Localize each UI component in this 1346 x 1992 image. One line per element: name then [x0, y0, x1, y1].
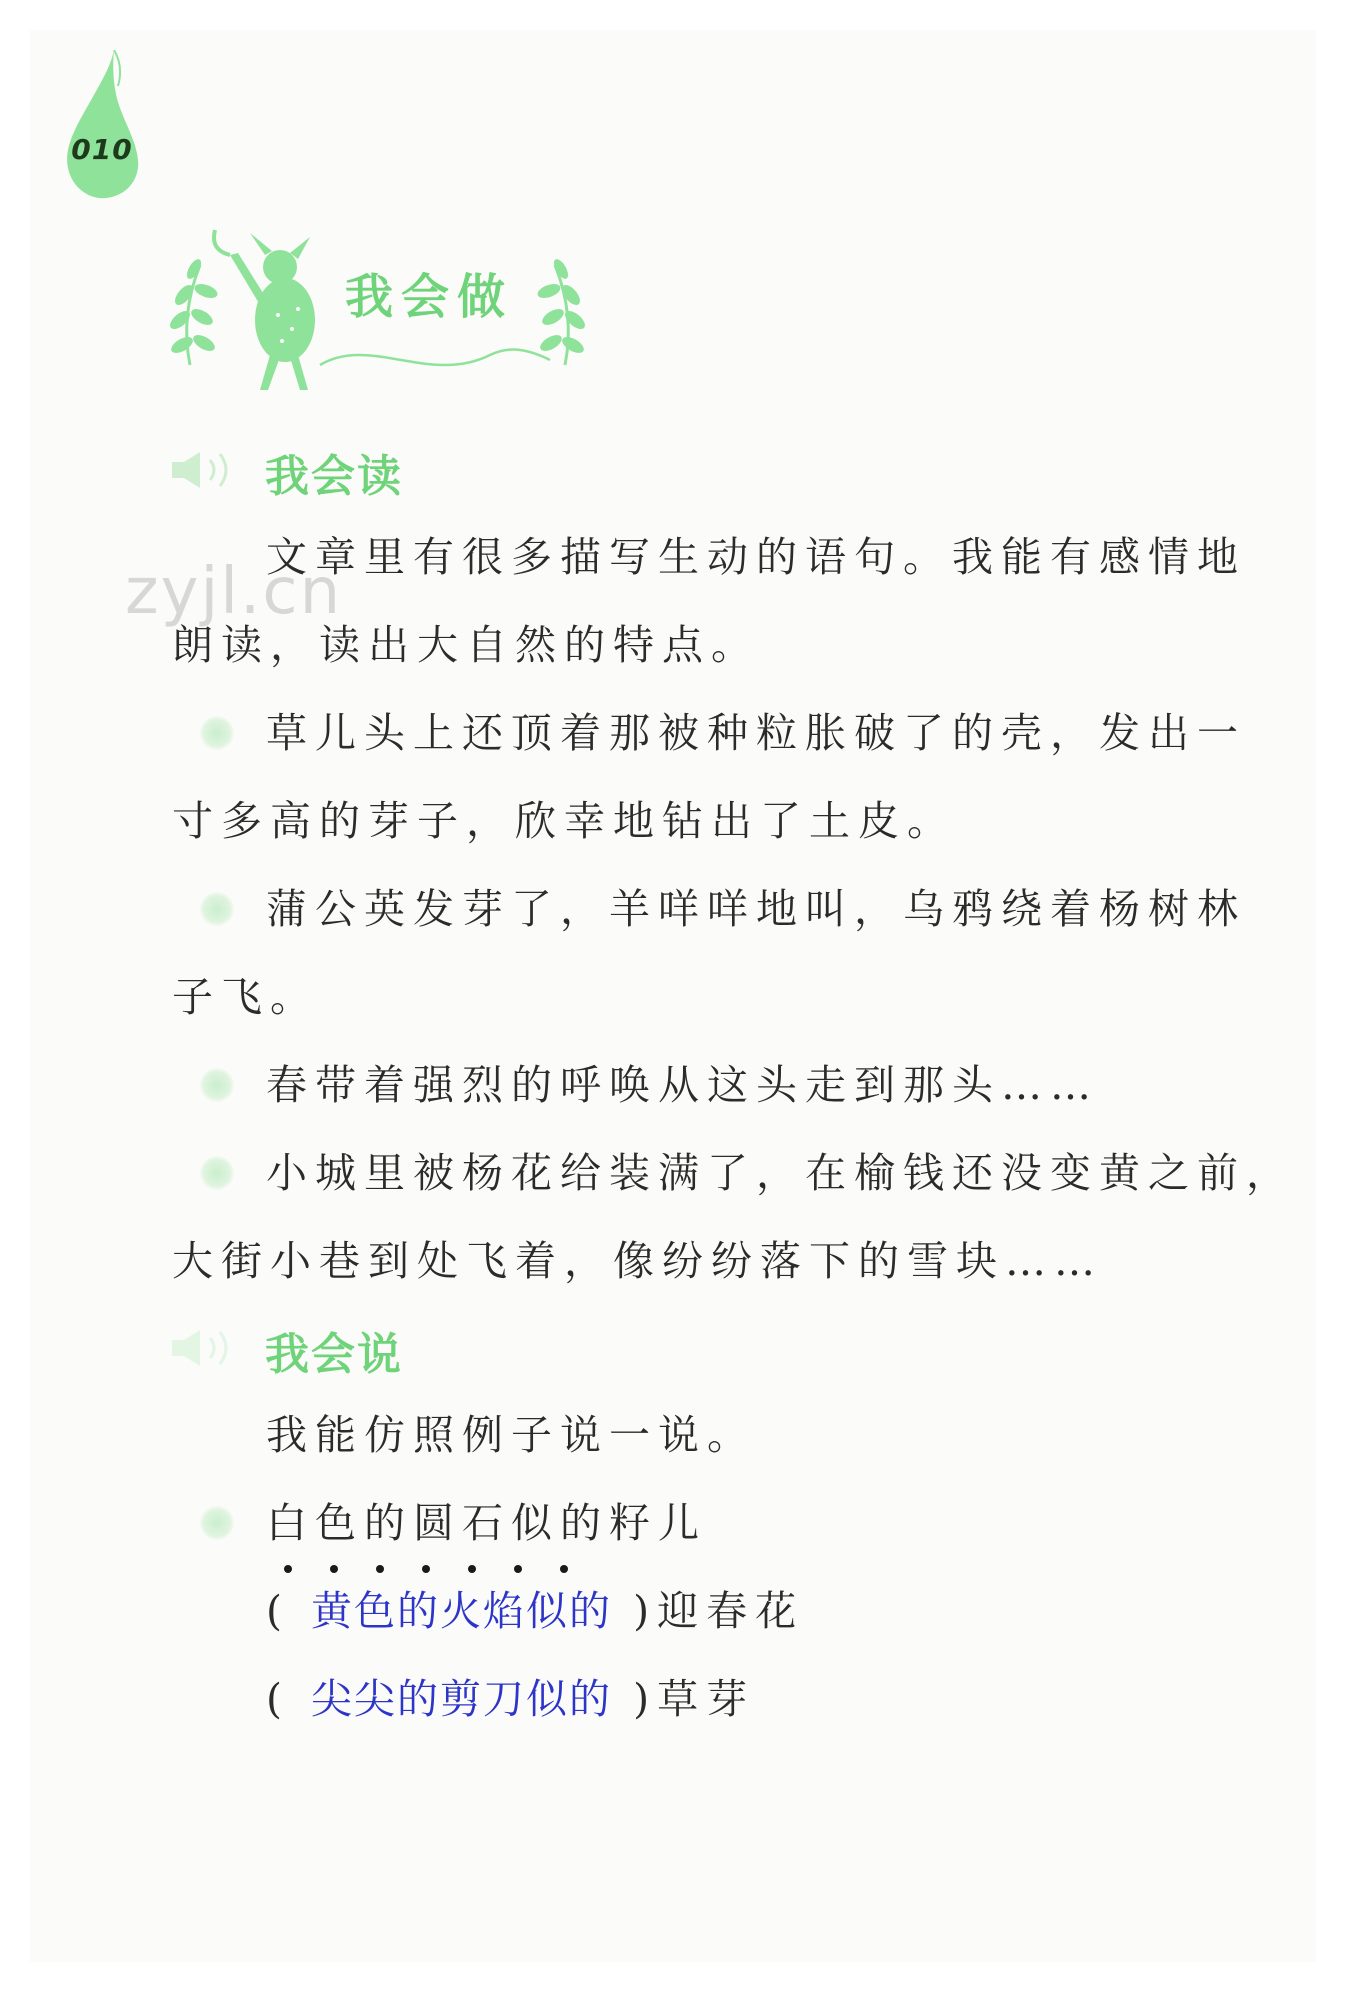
read-section-title: 我会读	[265, 451, 403, 502]
answer-text: 黄色的火焰似的	[311, 1587, 613, 1635]
bullet-icon	[200, 1506, 234, 1540]
say-example: 白色的圆石似的籽儿	[266, 1499, 707, 1547]
paren-open: (	[266, 1675, 290, 1723]
answer-noun: 迎春花	[657, 1587, 805, 1635]
speaker-icon	[170, 450, 236, 490]
page-number: 010	[71, 133, 133, 166]
say-intro: 我能仿照例子说一说。	[266, 1411, 756, 1459]
paren-close: )	[633, 1675, 658, 1723]
say-answer-row-1	[266, 1586, 804, 1636]
banner-title: 我会做	[345, 269, 514, 325]
read-item-4-line-2: 大街小巷到处飞着，像纷纷落下的雪块……	[172, 1237, 1103, 1285]
emphasis-dots	[276, 1562, 596, 1576]
answer-text: 尖尖的剪刀似的	[311, 1675, 613, 1723]
paren-open: (	[266, 1587, 290, 1635]
watermark: zyjl.cn	[125, 555, 343, 629]
say-section-title: 我会说	[265, 1329, 403, 1380]
answer-noun: 草芽	[657, 1675, 756, 1723]
read-intro-line-1: 文章里有很多描写生动的语句。我能有感情地	[266, 533, 1246, 581]
bullet-icon	[200, 716, 234, 750]
read-intro-line-2: 朗读，读出大自然的特点。	[172, 621, 760, 669]
read-item-1-line-1: 草儿头上还顶着那被种粒胀破了的壳，发出一	[266, 709, 1246, 757]
read-item-2-line-1: 蒲公英发芽了，羊咩咩地叫，乌鸦绕着杨树林	[266, 885, 1246, 933]
bullet-icon	[200, 1156, 234, 1190]
read-item-2-line-2: 子飞。	[172, 973, 319, 1021]
read-item-4-line-1: 小城里被杨花给装满了，在榆钱还没变黄之前，	[266, 1149, 1295, 1197]
page-number-drop-icon	[62, 50, 142, 200]
bullet-icon	[200, 892, 234, 926]
read-item-3-line-1: 春带着强烈的呼唤从这头走到那头……	[266, 1061, 1099, 1109]
read-item-1-line-2: 寸多高的芽子，欣幸地钻出了土皮。	[172, 797, 956, 845]
say-answer-row-2	[266, 1674, 755, 1724]
paren-close: )	[633, 1587, 658, 1635]
speaker-icon	[170, 1328, 236, 1368]
bullet-icon	[200, 1068, 234, 1102]
